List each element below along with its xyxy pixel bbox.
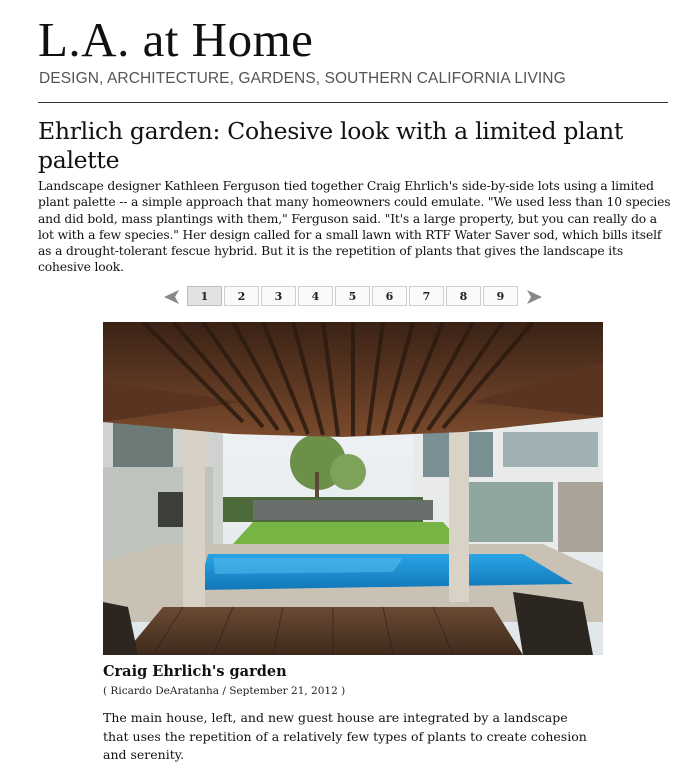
page-button-1[interactable]: 1 bbox=[187, 286, 222, 306]
gallery-pager bbox=[160, 285, 550, 309]
header-divider bbox=[38, 102, 668, 103]
article-intro: Landscape designer Kathleen Ferguson tied together Craig Ehrlich's side-by-side lots using a limited plant palette -- a simple approach that many homeowners could emulate. "We used less than 10 species and did bold, mass plantings with them," Ferguson said. "It's a large property, but you can really do a lot with a few species." Her design called for a small lawn with RTF Water Saver sod, which bills itself as a drought-tolerant fescue hybrid. But it is the repetition of plants that gives the landscape its cohesive look. bbox=[38, 179, 671, 275]
photo-title: Craig Ehrlich's garden bbox=[103, 663, 287, 680]
page-button-2[interactable]: 2 bbox=[224, 286, 259, 306]
site-title[interactable]: L.A. at Home bbox=[38, 12, 314, 67]
garden-photo-image bbox=[103, 322, 603, 655]
site-tagline: DESIGN, ARCHITECTURE, GARDENS, SOUTHERN CALIFORNIA LIVING bbox=[39, 70, 566, 87]
photo-credit: ( Ricardo DeAratanha / September 21, 2012 ) bbox=[103, 685, 346, 697]
garden-photo[interactable] bbox=[103, 322, 603, 655]
page-button-8[interactable]: 8 bbox=[446, 286, 481, 306]
photo-caption: The main house, left, and new guest house are integrated by a landscape that uses the repetition of a relatively few types of plants to create cohesion and serenity. bbox=[103, 710, 587, 762]
article-headline: Ehrlich garden: Cohesive look with a limited plant palette bbox=[38, 117, 624, 174]
right-arrow-icon[interactable] bbox=[526, 289, 544, 305]
page-button-4[interactable]: 4 bbox=[298, 286, 333, 306]
page-button-3[interactable]: 3 bbox=[261, 286, 296, 306]
page-button-7[interactable]: 7 bbox=[409, 286, 444, 306]
page-list bbox=[187, 286, 520, 306]
page-button-9[interactable]: 9 bbox=[483, 286, 518, 306]
page-button-5[interactable]: 5 bbox=[335, 286, 370, 306]
page-button-6[interactable]: 6 bbox=[372, 286, 407, 306]
left-arrow-icon[interactable] bbox=[162, 289, 180, 305]
